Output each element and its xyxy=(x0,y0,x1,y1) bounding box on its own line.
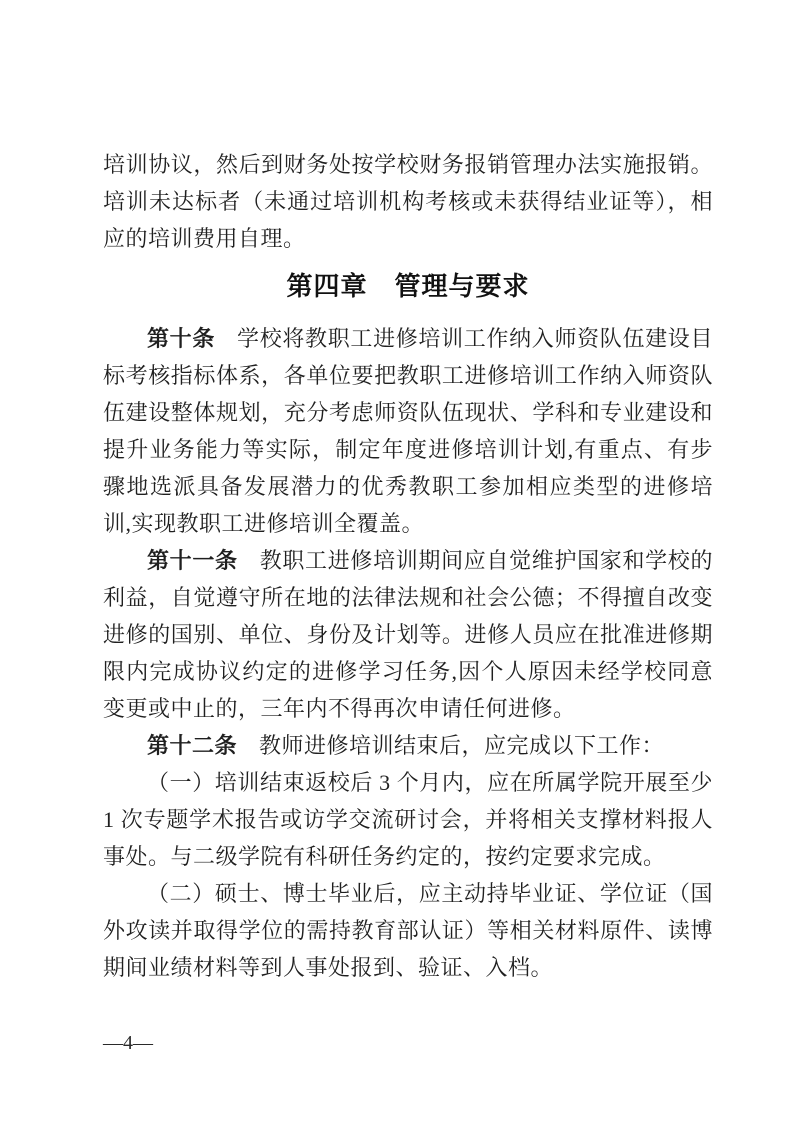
chapter-heading: 第四章 管理与要求 xyxy=(286,271,530,301)
article-10-paragraph xyxy=(103,320,713,542)
article-11-text: 教职工进修培训期间应自觉维护国家和学校的利益，自觉遵守所在地的法律法规和社会公德；不得擅自改变进修的国别、单位、身份及计划等。进修人员应在批准进修期限内完成协议约定的进修学习任务,因个人原因未经学校同意变更或中止的，三年内不得再次申请任何进修。 xyxy=(103,548,713,721)
document-content xyxy=(103,146,713,986)
article-12-paragraph xyxy=(103,727,713,764)
article-11-paragraph xyxy=(103,542,713,727)
article-12-number: 第十二条 xyxy=(147,733,238,758)
article-12-text: 教师进修培训结束后，应完成以下工作： xyxy=(259,733,665,758)
article-10-text: 学校将教职工进修培训工作纳入师资队伍建设目标考核指标体系，各单位要把教职工进修培训工作纳入师资队伍建设整体规划，充分考虑师资队伍现状、学科和专业建设和提升业务能力等实际，制定年度进修培训计划,有重点、有步骤地选派具备发展潜力的优秀教职工参加相应类型的进修培训,实现教职工进修培训全覆盖。 xyxy=(103,326,713,536)
article-11-number: 第十一条 xyxy=(147,548,238,573)
list-item-2: （二）硕士、博士毕业后，应主动持毕业证、学位证（国外攻读并取得学位的需持教育部认证）等相关材料原件、读博期间业绩材料等到人事处报到、验证、入档。 xyxy=(103,881,713,980)
article-10-number: 第十条 xyxy=(147,326,216,351)
list-item-1: （一）培训结束返校后 3 个月内，应在所属学院开展至少 1 次专题学术报告或访学交流研讨会，并将相关支撑材料报人事处。与二级学院有科研任务约定的，按约定要求完成。 xyxy=(103,770,713,869)
paragraph-continuation: 培训协议，然后到财务处按学校财务报销管理办法实施报销。培训未达标者（未通过培训机构考核或未获得结业证等），相应的培训费用自理。 xyxy=(103,152,713,251)
page-number: —4— xyxy=(103,1032,153,1054)
